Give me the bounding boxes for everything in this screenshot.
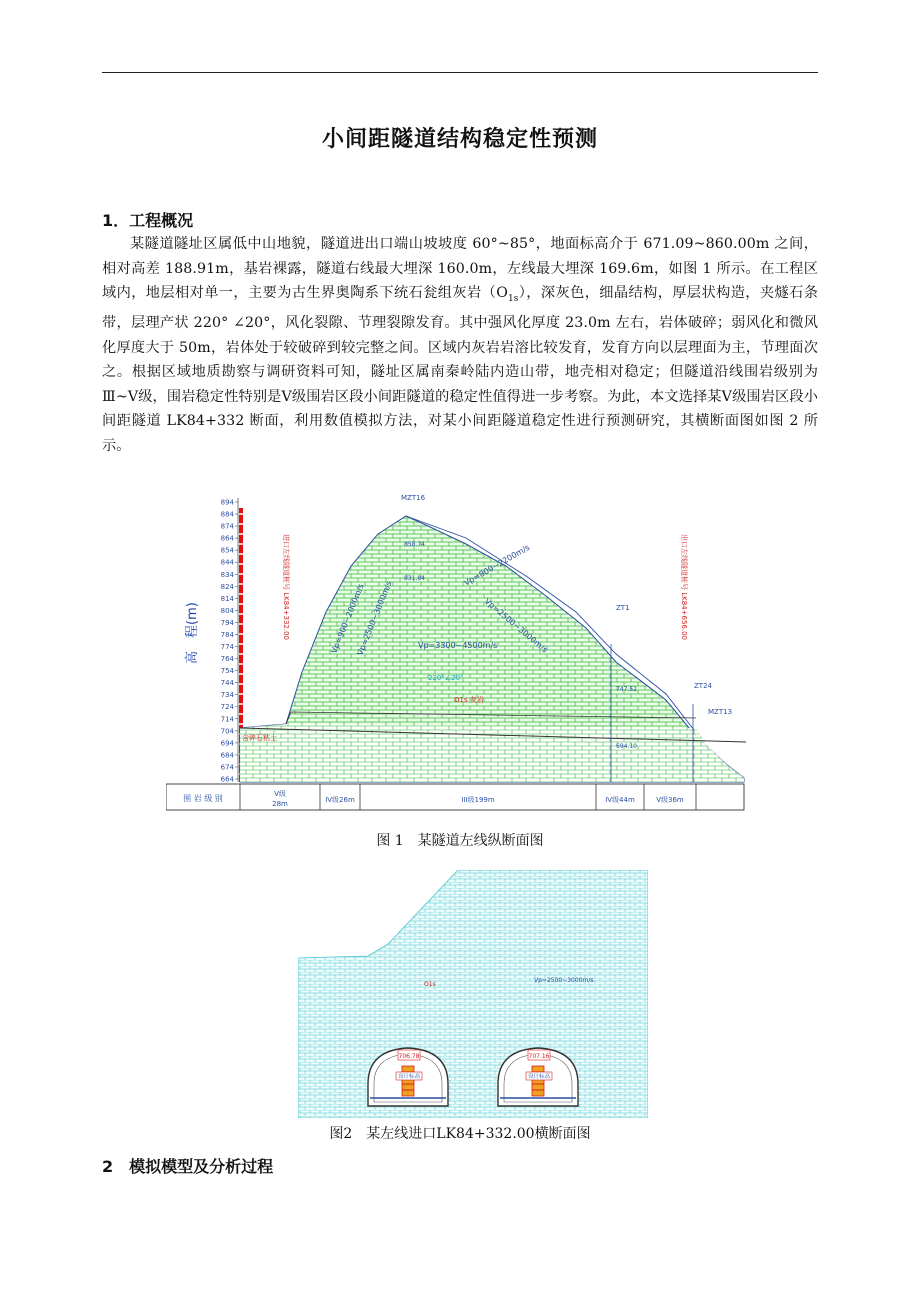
vp-label-4: Vp=2500~3000m/s (482, 596, 550, 655)
rock-label: O1s 灰岩 (454, 696, 484, 704)
grade-cell-length: 28m (272, 800, 288, 808)
elevation-tick-label: 774 (220, 643, 234, 652)
elevation-tick-label: 864 (220, 534, 234, 543)
borehole-zt1: ZT1 (616, 604, 630, 612)
elevation-tick-label: 814 (220, 594, 234, 603)
elevation-tick-label: 824 (220, 582, 234, 591)
grade-cell: IV级26m (325, 796, 355, 804)
header-rule (102, 72, 818, 73)
fig2-rock-label: O1s (424, 981, 436, 988)
vp-label-2: Vp=2500~3000m/s (355, 579, 394, 657)
right-design-label: 设计标高 (527, 1074, 551, 1080)
vp-label-3: Vp=800~2200m/s (462, 542, 532, 588)
left-design-label: 设计标高 (397, 1074, 421, 1080)
figure-1-longitudinal-profile (166, 494, 746, 812)
fig2-vp-label: Vp=2500~3000m/s (534, 977, 594, 984)
elevation-label-3: 747.52 (616, 686, 637, 693)
grade-row-label: 围 岩 级 别 (183, 794, 223, 803)
elevation-tick-label: 664 (220, 775, 234, 784)
elevation-tick-label: 714 (220, 715, 234, 724)
elevation-tick-label: 884 (220, 510, 234, 519)
elevation-tick-label: 704 (220, 727, 234, 736)
figure-2-caption: 图2 某左线进口LK84+332.00横断面图 (329, 1126, 591, 1142)
portal-right-label: 出口左线隧道桩号 LK84+656.00 (680, 534, 688, 640)
figure-1-caption: 图 1 某隧道左线纵断面图 (376, 833, 544, 849)
soil-label: 含碎石粘土 (242, 734, 277, 742)
elevation-tick-label: 754 (220, 667, 234, 676)
grade-cell: III级199m (461, 796, 495, 804)
elevation-tick-label: 684 (220, 751, 234, 760)
vp-label-5: Vp=3300~4500m/s (418, 641, 498, 650)
borehole-mzt13: MZT13 (708, 708, 733, 716)
elevation-tick-label: 674 (220, 763, 234, 772)
elevation-tick-label: 724 (220, 703, 234, 712)
right-tunnel-elevation: 707.16 (528, 1053, 550, 1060)
section1-paragraph: 某隧道隧址区属低中山地貌，隧道进出口端山坡坡度 60°~85°，地面标高介于 671.09~860.00m 之间，相对高差 188.91m，基岩裸露，隧道右线最大埋深 160.0m，左线最大埋深 169.6m，如图 1 所示。在工程区域内，地层相对单一，主要为古生界奥陶系下统石瓮组灰岩$(O_{1s})$，深灰色，细晶结构，厚层状构造，夹燧石条带，层理产状 220° ∠20°，风化裂隙、节理裂隙发育。其中强风化厚度 23.0m 左右，岩体破碎；弱风化和微风化厚度大于 50m，岩体处于较破碎到较完整之间。区域内灰岩岩溶比较发育，发育方向以层理面为主，节理面次之。根据区域地质勘察与调研资料可知，隧址区属南秦岭陆内造山带，地壳相对稳定；但隧道沿线围岩级别为Ⅲ~Ⅴ级，围岩稳定性特别是Ⅴ级围岩区段小间距隧道的稳定性值得进一步考察。为此，本文选择某Ⅴ级围岩区段小间距隧道 LK84+332 断面，利用数值模拟方法，对某小间距隧道稳定性进行预测研究，其横断面图如图 2 所示。 (102, 236, 818, 454)
elevation-tick-label: 874 (220, 522, 234, 531)
elevation-axis-label: 高 程(m) (185, 602, 200, 664)
vp-label-1: Vp=900~2000m/s (329, 582, 366, 655)
figure-2-cross-section (298, 870, 648, 1118)
grade-cell: V级36m (656, 796, 684, 804)
elevation-tick-label: 784 (220, 630, 234, 639)
elevation-tick-label: 894 (220, 498, 234, 507)
portal-left-label: 进口左线隧道桩号 LK84+332.00 (282, 534, 290, 640)
elevation-label-4: 694.10 (616, 743, 637, 750)
section1-heading: 1．工程概况 (102, 211, 194, 230)
elevation-label-2: 831.84 (404, 575, 425, 582)
elevation-tick-label: 744 (220, 679, 234, 688)
elevation-tick-label: 694 (220, 739, 234, 748)
elevation-tick-label: 734 (220, 691, 234, 700)
elevation-tick-label: 844 (220, 558, 234, 567)
borehole-mzt16: MZT16 (401, 494, 426, 502)
left-tunnel-elevation: 706.78 (398, 1053, 420, 1060)
borehole-zt24: ZT24 (694, 682, 712, 690)
page-title: 小间距隧道结构稳定性预测 (321, 127, 598, 152)
elevation-tick-label: 794 (220, 618, 234, 627)
elevation-tick-label: 804 (220, 606, 234, 615)
grade-cell: IV级44m (605, 796, 635, 804)
section2-heading: 2 模拟模型及分析过程 (102, 1157, 274, 1176)
elevation-tick-label: 764 (220, 655, 234, 664)
dip-label: 220°∠20° (428, 674, 464, 682)
grade-cell: V级 (274, 790, 286, 798)
elevation-tick-label: 854 (220, 546, 234, 555)
elevation-label-1: 858.74 (404, 541, 425, 548)
elevation-tick-label: 834 (220, 570, 234, 579)
